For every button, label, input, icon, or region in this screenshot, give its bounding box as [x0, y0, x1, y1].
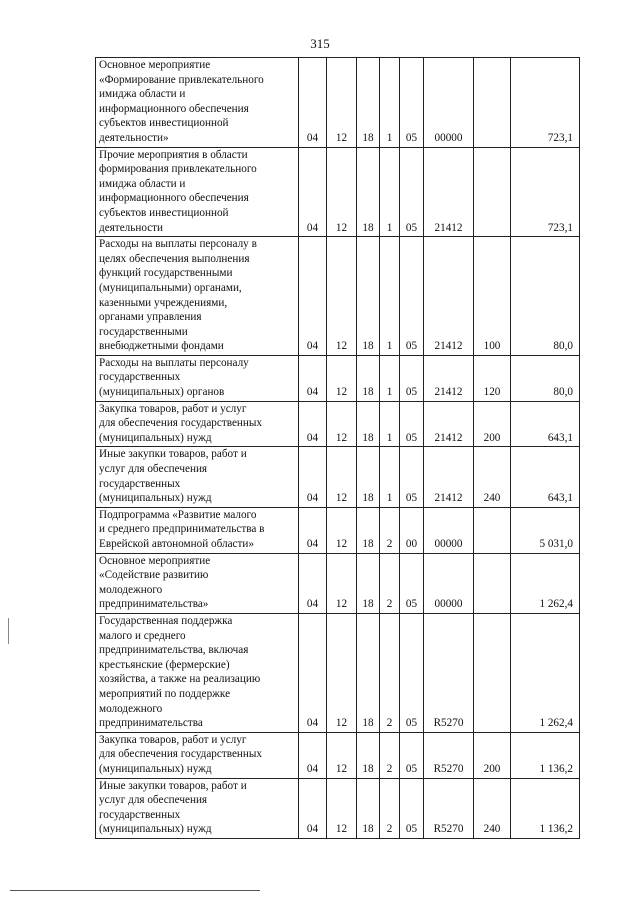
direction-code-cell: 21412 [424, 447, 474, 507]
program-code-cell: 18 [357, 507, 380, 553]
section-code-cell: 04 [299, 401, 327, 447]
direction-code-cell: R5270 [424, 778, 474, 838]
subsection-code-cell: 12 [327, 355, 357, 401]
program-code-cell: 18 [357, 355, 380, 401]
expense-type-cell: 200 [474, 401, 511, 447]
section-code-cell: 04 [299, 355, 327, 401]
subsection-code-cell: 12 [327, 553, 357, 613]
section-code-cell: 04 [299, 732, 327, 778]
table-row [96, 58, 580, 148]
direction-code-cell: 00000 [424, 58, 474, 148]
direction-code-cell: 21412 [424, 147, 474, 237]
amount-cell: 1 262,4 [511, 553, 580, 613]
row-name-cell: Прочие мероприятия в области формирования привлекательного имиджа области и информационного обеспечения субъектов инвестиционной деятельности [96, 147, 299, 237]
subprogram-code-cell: 2 [380, 778, 400, 838]
amount-cell: 80,0 [511, 237, 580, 356]
subprogram-code-cell: 1 [380, 355, 400, 401]
subprogram-code-cell: 2 [380, 613, 400, 732]
table-row [96, 447, 580, 507]
subsection-code-cell: 12 [327, 732, 357, 778]
expense-type-cell: 100 [474, 237, 511, 356]
margin-mark [8, 618, 9, 644]
section-code-cell: 04 [299, 507, 327, 553]
program-code-cell: 18 [357, 613, 380, 732]
amount-cell: 643,1 [511, 447, 580, 507]
direction-code-cell: 21412 [424, 355, 474, 401]
event-code-cell: 05 [400, 147, 424, 237]
program-code-cell: 18 [357, 147, 380, 237]
program-code-cell: 18 [357, 447, 380, 507]
subprogram-code-cell: 2 [380, 553, 400, 613]
subsection-code-cell: 12 [327, 507, 357, 553]
program-code-cell: 18 [357, 553, 380, 613]
event-code-cell: 00 [400, 507, 424, 553]
row-name-cell: Государственная поддержка малого и среднего предпринимательства, включая крестьянские (фермерские) хозяйства, а также на реализацию мероприятий по поддержке молодежного предпринимательства [96, 613, 299, 732]
subprogram-code-cell: 2 [380, 732, 400, 778]
table-row [96, 237, 580, 356]
amount-cell: 723,1 [511, 58, 580, 148]
section-code-cell: 04 [299, 237, 327, 356]
row-name-cell: Иные закупки товаров, работ и услуг для обеспечения государственных (муниципальных) нужд [96, 447, 299, 507]
amount-cell: 643,1 [511, 401, 580, 447]
section-code-cell: 04 [299, 147, 327, 237]
subsection-code-cell: 12 [327, 401, 357, 447]
row-name-cell: Закупка товаров, работ и услуг для обеспечения государственных (муниципальных) нужд [96, 401, 299, 447]
section-code-cell: 04 [299, 553, 327, 613]
amount-cell: 1 136,2 [511, 732, 580, 778]
program-code-cell: 18 [357, 401, 380, 447]
table-row [96, 778, 580, 838]
section-code-cell: 04 [299, 58, 327, 148]
program-code-cell: 18 [357, 58, 380, 148]
subprogram-code-cell: 1 [380, 58, 400, 148]
subsection-code-cell: 12 [327, 778, 357, 838]
row-name-cell: Расходы на выплаты персоналу государственных (муниципальных) органов [96, 355, 299, 401]
amount-cell: 1 136,2 [511, 778, 580, 838]
expense-type-cell [474, 553, 511, 613]
subsection-code-cell: 12 [327, 447, 357, 507]
section-code-cell: 04 [299, 778, 327, 838]
row-name-cell: Расходы на выплаты персоналу в целях обеспечения выполнения функций государственными (муниципальными) органами, казенными учреждениями, органами управления государственными внебюджетными фондами [96, 237, 299, 356]
direction-code-cell: R5270 [424, 732, 474, 778]
subprogram-code-cell: 1 [380, 237, 400, 356]
direction-code-cell: 21412 [424, 237, 474, 356]
table-row [96, 553, 580, 613]
program-code-cell: 18 [357, 778, 380, 838]
amount-cell: 723,1 [511, 147, 580, 237]
expense-type-cell: 120 [474, 355, 511, 401]
expense-type-cell: 200 [474, 732, 511, 778]
event-code-cell: 05 [400, 355, 424, 401]
event-code-cell: 05 [400, 613, 424, 732]
table-row [96, 401, 580, 447]
row-name-cell: Основное мероприятие «Содействие развитию молодежного предпринимательства» [96, 553, 299, 613]
expense-type-cell: 240 [474, 447, 511, 507]
amount-cell: 80,0 [511, 355, 580, 401]
event-code-cell: 05 [400, 553, 424, 613]
expense-type-cell [474, 507, 511, 553]
table-row [96, 147, 580, 237]
direction-code-cell: 21412 [424, 401, 474, 447]
event-code-cell: 05 [400, 447, 424, 507]
direction-code-cell: R5270 [424, 613, 474, 732]
subprogram-code-cell: 1 [380, 147, 400, 237]
direction-code-cell: 00000 [424, 553, 474, 613]
table-row [96, 732, 580, 778]
event-code-cell: 05 [400, 58, 424, 148]
footnote-rule [10, 890, 260, 891]
row-name-cell: Иные закупки товаров, работ и услуг для обеспечения государственных (муниципальных) нужд [96, 778, 299, 838]
row-name-cell: Закупка товаров, работ и услуг для обеспечения государственных (муниципальных) нужд [96, 732, 299, 778]
expense-type-cell [474, 58, 511, 148]
event-code-cell: 05 [400, 732, 424, 778]
amount-cell: 1 262,4 [511, 613, 580, 732]
event-code-cell: 05 [400, 237, 424, 356]
event-code-cell: 05 [400, 778, 424, 838]
table-row [96, 355, 580, 401]
subsection-code-cell: 12 [327, 613, 357, 732]
section-code-cell: 04 [299, 447, 327, 507]
event-code-cell: 05 [400, 401, 424, 447]
expense-type-cell [474, 613, 511, 732]
subprogram-code-cell: 1 [380, 447, 400, 507]
subprogram-code-cell: 2 [380, 507, 400, 553]
row-name-cell: Основное мероприятие «Формирование привлекательного имиджа области и информационного обеспечения субъектов инвестиционной деятельности» [96, 58, 299, 148]
table-row [96, 613, 580, 732]
subprogram-code-cell: 1 [380, 401, 400, 447]
expense-type-cell [474, 147, 511, 237]
amount-cell: 5 031,0 [511, 507, 580, 553]
program-code-cell: 18 [357, 237, 380, 356]
budget-table [95, 57, 580, 839]
program-code-cell: 18 [357, 732, 380, 778]
direction-code-cell: 00000 [424, 507, 474, 553]
page-number: 315 [310, 36, 330, 51]
row-name-cell: Подпрограмма «Развитие малого и среднего предпринимательства в Еврейской автономной области» [96, 507, 299, 553]
budget-table-body [96, 58, 580, 839]
subsection-code-cell: 12 [327, 58, 357, 148]
subsection-code-cell: 12 [327, 147, 357, 237]
subsection-code-cell: 12 [327, 237, 357, 356]
expense-type-cell: 240 [474, 778, 511, 838]
table-row [96, 507, 580, 553]
section-code-cell: 04 [299, 613, 327, 732]
